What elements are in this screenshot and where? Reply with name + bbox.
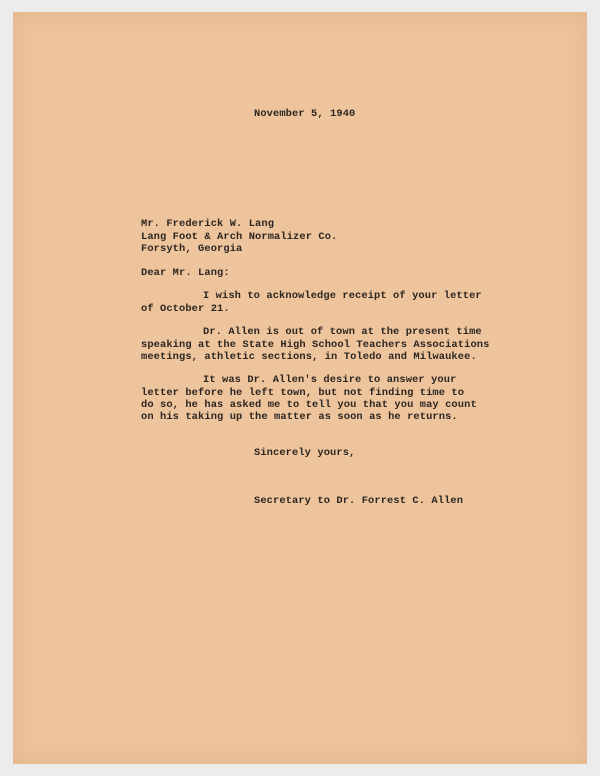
recipient-location: Forsyth, Georgia	[141, 243, 243, 255]
paragraph-2-line-2: speaking at the State High School Teachers Associations	[141, 339, 490, 351]
paragraph-1-line-1: I wish to acknowledge receipt of your letter	[203, 290, 482, 302]
paragraph-2-line-3: meetings, athletic sections, in Toledo and Milwaukee.	[141, 351, 477, 363]
letter-page	[13, 12, 587, 764]
salutation: Dear Mr. Lang:	[141, 267, 230, 279]
paragraph-3-line-2: letter before he left town, but not finding time to	[141, 387, 465, 399]
paragraph-3-line-4: on his taking up the matter as soon as he returns.	[141, 411, 458, 423]
recipient-name: Mr. Frederick W. Lang	[141, 218, 275, 230]
recipient-company: Lang Foot & Arch Normalizer Co.	[141, 231, 338, 243]
paragraph-2-line-1: Dr. Allen is out of town at the present time	[203, 326, 482, 338]
closing: Sincerely yours,	[254, 447, 356, 459]
paragraph-1-line-2: of October 21.	[141, 303, 230, 315]
letter-date: November 5, 1940	[254, 108, 356, 120]
paragraph-3-line-1: It was Dr. Allen's desire to answer your	[203, 374, 457, 386]
paragraph-3-line-3: do so, he has asked me to tell you that you may count	[141, 399, 477, 411]
signature-line: Secretary to Dr. Forrest C. Allen	[254, 495, 464, 507]
